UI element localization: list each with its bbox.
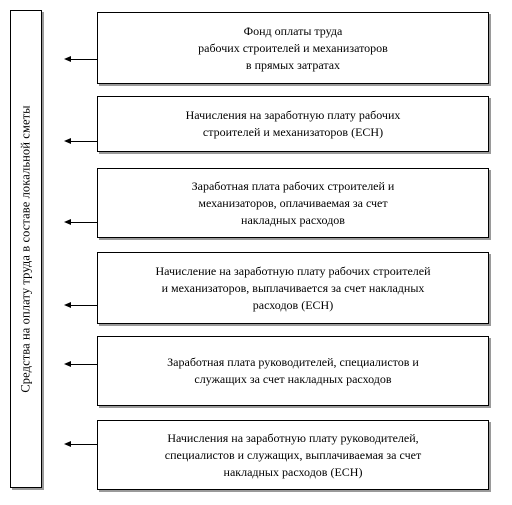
box-3-line-1: Заработная плата рабочих строителей и bbox=[191, 178, 395, 193]
box-6-line-1: Начисления на заработную плату руководителей, bbox=[167, 430, 419, 445]
box-6-line-3: накладных расходов (ЕСН) bbox=[223, 464, 363, 479]
box-2-line-1: Начисления на заработную плату рабочих bbox=[185, 108, 401, 122]
box-3-line-3: накладных расходов bbox=[241, 212, 345, 227]
arrow-icon-5 bbox=[64, 361, 71, 367]
diagram-box-5 bbox=[97, 336, 489, 406]
diagram-box-1 bbox=[97, 12, 489, 84]
arrow-icon-6 bbox=[64, 441, 71, 447]
box-4-line-3: расходов (ЕСН) bbox=[252, 297, 334, 312]
box-5-line-2: служащих за счет накладных расходов bbox=[194, 372, 392, 386]
total-funds-box bbox=[10, 10, 42, 488]
arrow-icon-1 bbox=[64, 56, 71, 62]
box-2-line-2: строителей и механизаторов (ЕСН) bbox=[202, 125, 384, 139]
box-1-line-3: в прямых затратах bbox=[245, 57, 341, 72]
box-1-line-1: Фонд оплаты труда bbox=[243, 23, 343, 38]
box-4-line-2: и механизаторов, выплачивается за счет накладных bbox=[161, 280, 425, 295]
diagram-box-2 bbox=[97, 96, 489, 152]
box-6-line-2: специалистов и служащих, выплачиваемая за счет bbox=[164, 447, 422, 462]
arrow-icon-2 bbox=[64, 138, 71, 144]
box-3-line-2: механизаторов, оплачиваемая за счет bbox=[198, 195, 388, 210]
diagram-box-4 bbox=[97, 252, 489, 324]
arrow-icon-3 bbox=[64, 219, 71, 225]
box-1-line-2: рабочих строителей и механизаторов bbox=[198, 40, 388, 55]
arrow-icon-4 bbox=[64, 302, 71, 308]
box-5-line-1: Заработная плата руководителей, специалистов и bbox=[167, 355, 419, 369]
diagram-box-6 bbox=[97, 420, 489, 490]
box-4-line-1: Начисление на заработную плату рабочих строителей bbox=[155, 263, 431, 278]
diagram-box-3 bbox=[97, 168, 489, 238]
total-funds-label: Средства на оплату труда в составе локальной сметы bbox=[18, 105, 33, 393]
